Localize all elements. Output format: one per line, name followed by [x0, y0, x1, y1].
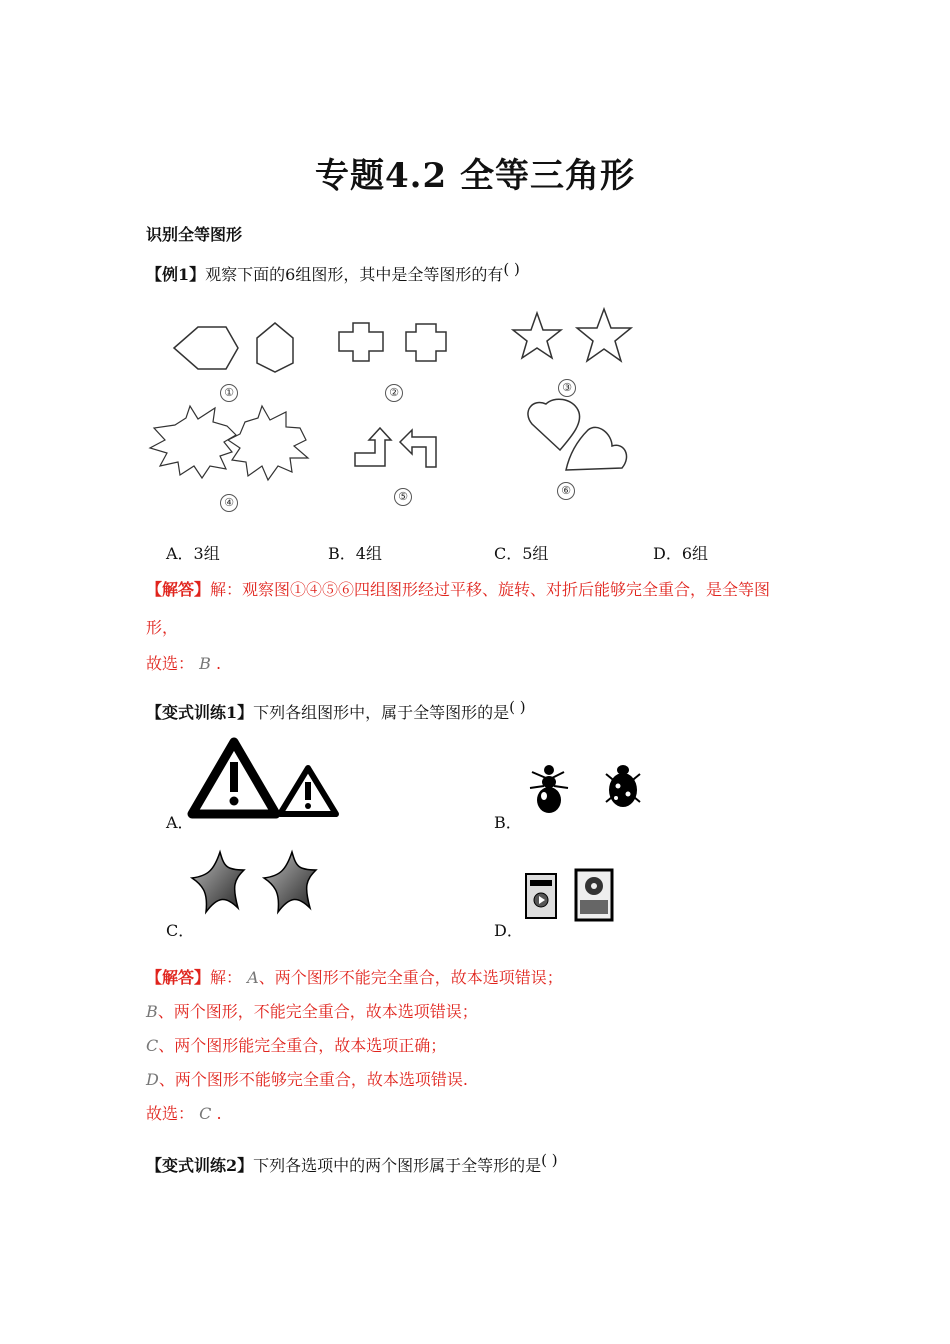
- variant1-answer-line-a: [146, 965, 563, 988]
- variant1-answer-letter-c: C: [146, 1036, 159, 1055]
- variant1-conclusion-letter: C: [199, 1104, 212, 1123]
- section-heading: 识别全等图形: [146, 225, 243, 244]
- option-d-boxes: [524, 866, 616, 924]
- figure-6-hearts: [528, 399, 627, 470]
- star-left: [513, 313, 561, 358]
- variant2-label: 【变式训练2】: [146, 1156, 254, 1175]
- conclusion-letter: B: [199, 654, 211, 673]
- variant2-question: [146, 1153, 558, 1176]
- variant1-option-a: A．: [166, 813, 194, 832]
- variant1-option-d: D．: [494, 921, 523, 940]
- ant-icon: [530, 765, 568, 813]
- figure-5-arrows: [355, 428, 436, 467]
- heart-left: [528, 399, 580, 450]
- arrow-left: [355, 428, 391, 466]
- option-a-warning-triangles: [190, 738, 350, 820]
- variant1-answer-text-b: 、两个图形，不能完全重合，故本选项错误；: [157, 1002, 478, 1021]
- page-title: 专题4.2 全等三角形: [315, 156, 635, 196]
- variant1-conclusion-suffix: .: [216, 1104, 222, 1123]
- variant1-option-b: B．: [494, 813, 522, 832]
- option-d: D．6组: [653, 544, 709, 563]
- variant1-answer-prefix: 解：: [210, 968, 243, 987]
- figure-number-1: ①: [220, 384, 238, 402]
- option-a: A．3组: [166, 544, 220, 563]
- variant1-answer-text-c: 、两个图形能完全重合，故本选项正确；: [158, 1036, 447, 1055]
- variant1-answer-text-d: 、两个图形不能够完全重合，故本选项错误.: [158, 1070, 468, 1089]
- option-c-starfish: [190, 848, 330, 924]
- variant1-option-c: C．: [166, 921, 195, 940]
- example1-question: [146, 262, 520, 285]
- variant1-answer-line-d: [146, 1067, 468, 1090]
- example1-figures: [140, 300, 660, 520]
- variant1-answer-letter-b: B: [146, 1002, 158, 1021]
- figure-number-4: ④: [220, 494, 238, 512]
- figure-3-stars: [513, 309, 631, 361]
- figure-4-bursts: [150, 406, 308, 480]
- star-right: [577, 309, 631, 361]
- hexagon-left: [174, 327, 238, 369]
- example1-label: 【例1】: [146, 265, 206, 284]
- variant1-answer-label: 【解答】: [146, 968, 211, 987]
- variant1-text: 下列各组图形中，属于全等图形的是: [253, 703, 510, 722]
- variant1-answer-line-b: [146, 999, 478, 1022]
- example1-answer-line1: [146, 577, 770, 600]
- hexagon-right: [257, 323, 293, 372]
- figure-2-crosses: [339, 323, 446, 361]
- conclusion-suffix: .: [215, 654, 222, 673]
- variant1-label: 【变式训练1】: [146, 703, 254, 722]
- example1-conclusion: [146, 651, 221, 674]
- variant1-answer-text-a: 、两个图形不能完全重合，故本选项错误；: [258, 968, 563, 987]
- variant1-answer-line-c: [146, 1033, 446, 1056]
- figure-number-2: ②: [385, 384, 403, 402]
- variant1-conclusion: [146, 1101, 222, 1124]
- example1-answer-line2: 形，: [146, 618, 179, 637]
- burst-left: [150, 406, 236, 478]
- heart-right: [566, 427, 627, 470]
- cross-right: [406, 324, 446, 361]
- burst-right: [228, 406, 308, 480]
- conclusion-prefix: 故选：: [146, 654, 195, 673]
- variant1-question: [146, 700, 526, 723]
- figure-number-6: ⑥: [557, 482, 575, 500]
- answer-label: 【解答】: [146, 580, 211, 599]
- variant2-text: 下列各选项中的两个图形属于全等形的是: [253, 1156, 542, 1175]
- beetle-icon: [606, 765, 640, 807]
- figure-number-5: ⑤: [394, 488, 412, 506]
- variant1-answer-letter-d: D: [146, 1070, 159, 1089]
- cross-left: [339, 323, 383, 361]
- example1-paren: ( ): [503, 260, 520, 278]
- variant1-conclusion-prefix: 故选：: [146, 1104, 195, 1123]
- variant1-paren: ( ): [509, 698, 526, 716]
- figure-1-hexagons: [174, 323, 293, 372]
- arrow-right: [400, 430, 436, 467]
- figure-number-3: ③: [558, 379, 576, 397]
- answer-text: 解：观察图①④⑤⑥四组图形经过平移、旋转、对折后能够完全重合，是全等图: [210, 580, 771, 599]
- variant1-answer-letter-a: A: [247, 968, 259, 987]
- example1-text: 观察下面的6组图形，其中是全等图形的有: [205, 265, 504, 284]
- option-c: C．5组: [494, 544, 549, 563]
- option-b: B．4组: [328, 544, 382, 563]
- option-b-insects: [524, 758, 644, 816]
- variant2-paren: ( ): [541, 1151, 558, 1169]
